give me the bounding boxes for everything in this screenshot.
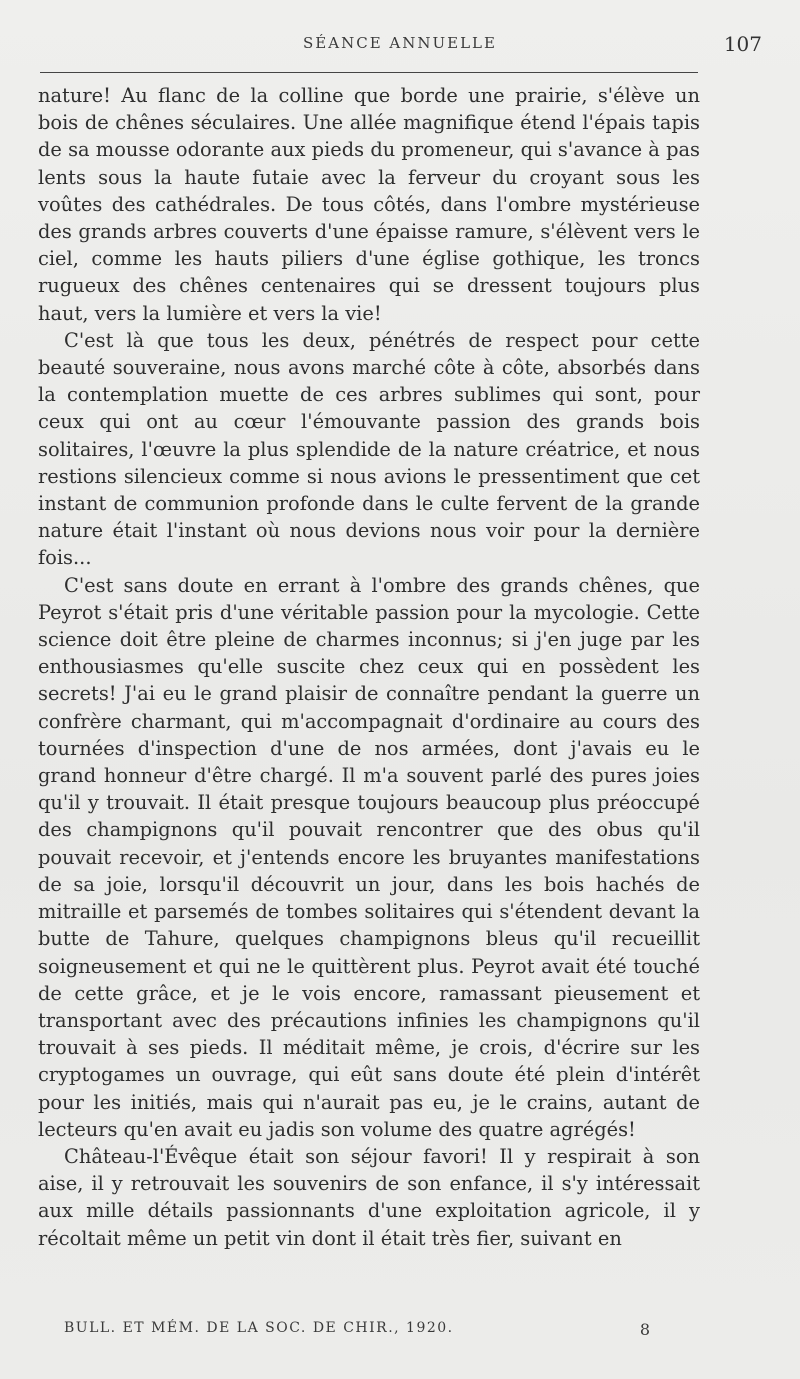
paragraph: C'est là que tous les deux, pénétrés de respect pour cette beauté souveraine, nous avons marché côte à côte, absorbés dans la contemplation muette de ces arbres sublimes qui sont, pour ceux qui ont au cœur l'émouvante passion des grands bois solitaires, l'œuvre la plus splendide de la nature créatrice, et nous restions silencieux comme si nous avions le pressentiment que cet instant de communion profonde dans le culte fervent de la grande nature était l'instant où nous devions nous voir pour la dernière fois... (38, 328, 700, 570)
running-title: SÉANCE ANNUELLE (303, 34, 497, 52)
header-rule (40, 72, 698, 73)
paragraph: Château-l'Évêque était son séjour favori! Il y respirait à son aise, il y retrouvait les souvenirs de son enfance, il s'y intéressait aux mille détails passionnants d'une exploitation agricole, il y récoltait même un petit vin dont il était très fier, suivant en (38, 1144, 700, 1250)
running-head (38, 34, 762, 58)
page-number: 107 (723, 32, 762, 56)
footer-citation: BULL. ET MÉM. DE LA SOC. DE CHIR., 1920. (64, 1320, 454, 1336)
body-text (38, 82, 700, 1252)
footer (64, 1320, 650, 1344)
paragraph: C'est sans doute en errant à l'ombre des grands chênes, que Peyrot s'était pris d'une véritable passion pour la mycologie. Cette science doit être pleine de charmes inconnus; si j'en juge par les enthousiasmes qu'elle suscite chez ceux qui en possèdent les secrets! J'ai eu le grand plaisir de connaître pendant la guerre un confrère charmant, qui m'accompagnait d'ordinaire au cours des tournées d'inspection d'une de nos armées, dont j'avais eu le grand honneur d'être chargé. Il m'a souvent parlé des pures joies qu'il y trouvait. Il était presque toujours beaucoup plus préoccupé des champignons qu'il pouvait rencontrer que des obus qu'il pouvait recevoir, et j'entends encore les bruyantes manifestations de sa joie, lorsqu'il découvrit un jour, dans les bois hachés de mitraille et parsemés de tombes solitaires qui s'étendent devant la butte de Tahure, quelques champignons bleus qu'il recueillit soigneusement et qui ne le quittèrent plus. Peyrot avait été touché de cette grâce, et je le vois encore, ramassant pieusement et transportant avec des précautions infinies les champignons qu'il trouvait à ses pieds. Il méditait même, je crois, d'écrire sur les cryptogames un ouvrage, qui eût sans doute été plein d'intérêt pour les initiés, mais qui n'aurait pas eu, je le crains, autant de lecteurs qu'en avait eu jadis son volume des quatre agrégés! (38, 573, 700, 1141)
paragraph-continued: nature! Au flanc de la colline que borde une prairie, s'élève un bois de chênes séculaires. Une allée magnifique étend l'épais tapis de sa mousse odorante aux pieds du promeneur, qui s'avance à pas lents sous la haute futaie avec la ferveur du croyant sous les voûtes des cathédrales. De tous côtés, dans l'ombre mystérieuse des grands arbres couverts d'une épaisse ramure, s'élèvent vers le ciel, comme les hauts piliers d'une église gothique, les troncs rugueux des chênes centenaires qui se dressent toujours plus haut, vers la lumière et vers la vie! (38, 84, 700, 325)
signature-mark: 8 (639, 1320, 650, 1339)
